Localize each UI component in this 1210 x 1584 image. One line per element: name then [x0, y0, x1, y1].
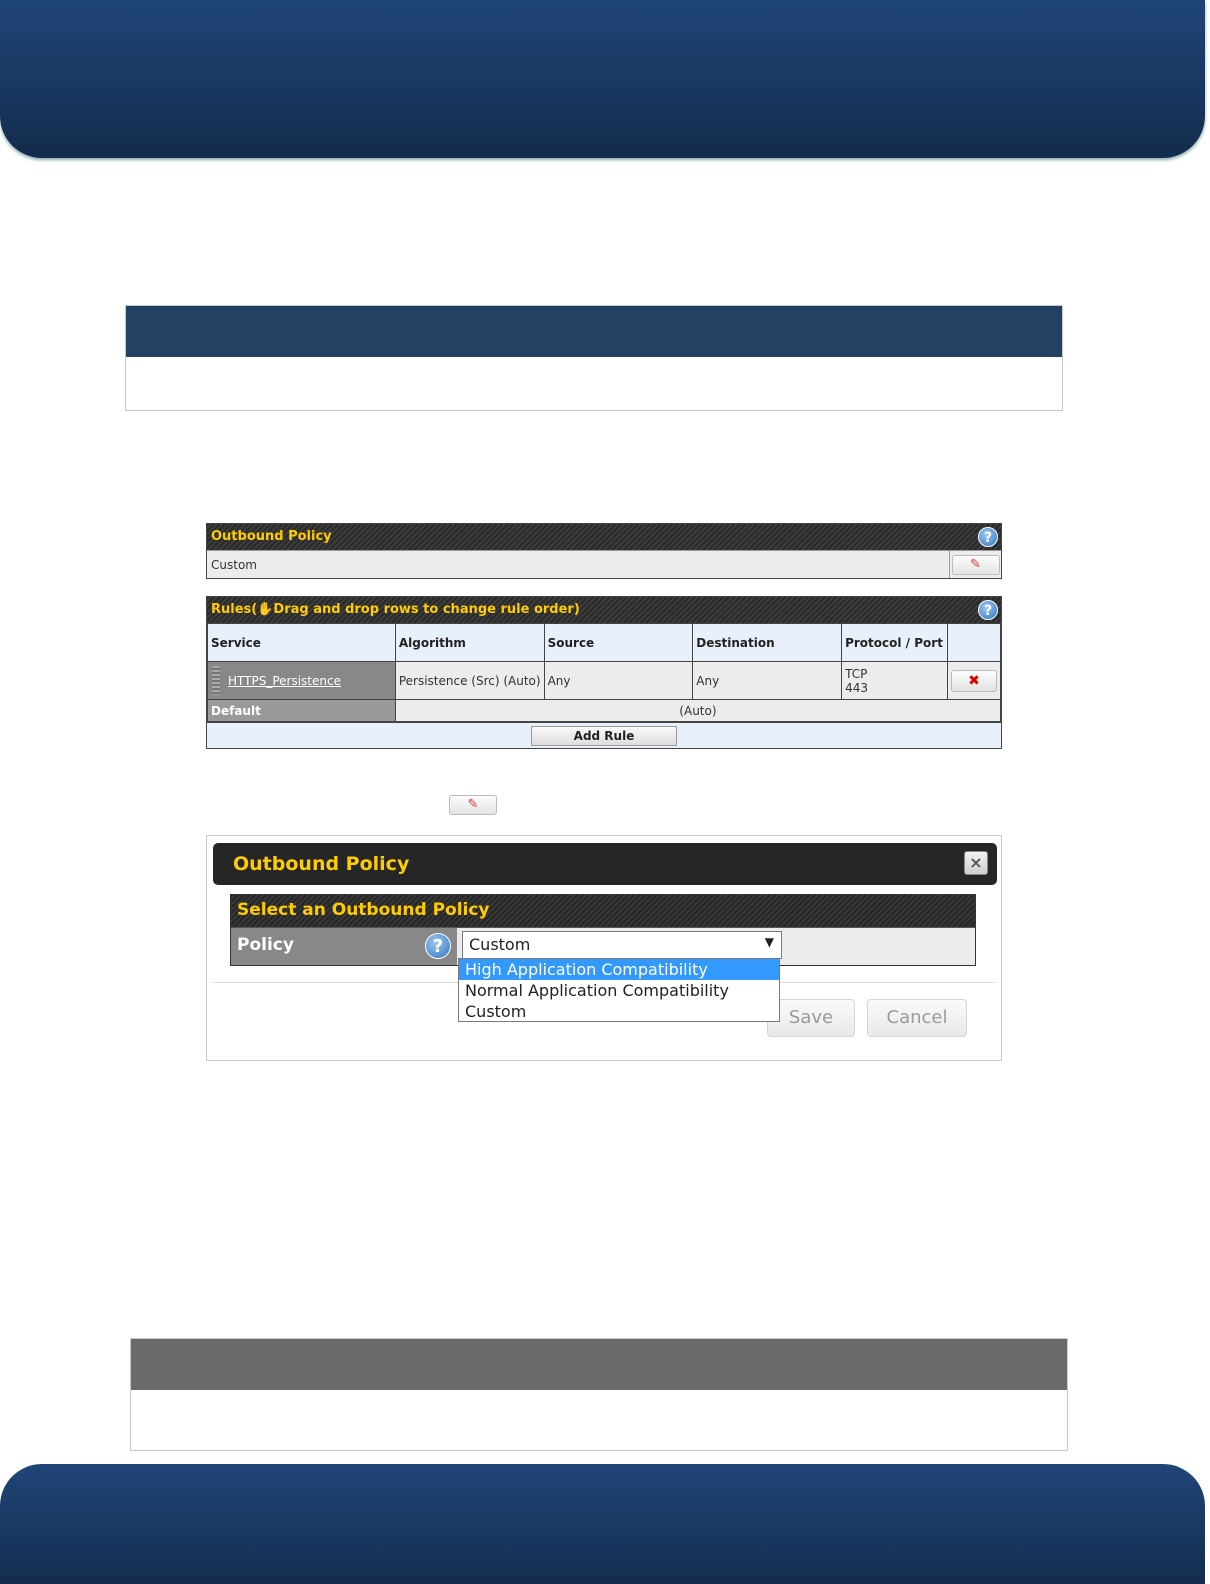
- callout-box-bottom: [130, 1338, 1068, 1451]
- callout-box-top: [125, 305, 1063, 411]
- help-icon[interactable]: ?: [978, 600, 998, 620]
- dialog-title: Outbound Policy ×: [213, 843, 997, 885]
- outbound-policy-dialog: [206, 835, 1002, 1061]
- close-icon[interactable]: ×: [964, 851, 988, 875]
- service-link[interactable]: HTTPS_Persistence: [228, 673, 341, 688]
- option-item[interactable]: Normal Application Compatibility: [465, 981, 729, 1000]
- help-icon[interactable]: ?: [978, 527, 998, 547]
- chevron-down-icon: ▼: [764, 935, 774, 949]
- cancel-button[interactable]: Cancel: [867, 999, 967, 1037]
- default-label: Default: [208, 700, 396, 722]
- add-rule-button[interactable]: Add Rule: [531, 726, 677, 746]
- col-destination: Destination: [693, 624, 842, 662]
- destination-cell: Any: [693, 662, 842, 700]
- rules-title: Rules: [211, 602, 252, 617]
- col-source: Source: [544, 624, 693, 662]
- help-icon[interactable]: ?: [425, 933, 451, 959]
- col-protocol-port: Protocol / Port: [842, 624, 948, 662]
- callout-header: [126, 306, 1062, 357]
- page-footer-banner: [0, 1464, 1205, 1584]
- outbound-policy-title: Outbound Policy: [211, 529, 332, 544]
- section-title: Select an Outbound Policy: [231, 895, 975, 927]
- edit-icon: ✎: [449, 795, 497, 815]
- rules-table: [207, 623, 1001, 722]
- source-cell: Any: [544, 662, 693, 700]
- rules-header: Rules(✋Drag and drop rows to change rule order) ?: [207, 597, 1001, 623]
- col-algorithm: Algorithm: [395, 624, 544, 662]
- rules-panel: [206, 596, 1002, 749]
- rules-hint: Drag and drop rows to change rule order): [273, 602, 580, 617]
- option-item[interactable]: High Application Compatibility: [459, 959, 779, 980]
- edit-icon[interactable]: ✎: [952, 555, 1000, 575]
- col-service: Service: [208, 624, 396, 662]
- table-row[interactable]: [208, 662, 1001, 700]
- delete-icon[interactable]: ✖: [951, 670, 997, 692]
- page-header-banner: [0, 0, 1205, 158]
- hand-drag-icon: ✋: [257, 602, 274, 617]
- outbound-policy-row: [207, 550, 1001, 578]
- callout-header: [131, 1339, 1067, 1390]
- outbound-policy-panel: [206, 523, 1002, 579]
- outbound-policy-value: Custom: [211, 557, 257, 572]
- save-button[interactable]: Save: [767, 999, 855, 1037]
- default-value: (Auto): [395, 700, 1000, 722]
- outbound-policy-header: [207, 524, 1001, 550]
- policy-select[interactable]: Custom ▼: [462, 931, 782, 959]
- policy-label: Policy: [237, 935, 294, 955]
- default-row: [208, 700, 1001, 722]
- option-item[interactable]: Custom: [465, 1002, 527, 1021]
- policy-dropdown: [458, 958, 780, 1022]
- algorithm-cell: Persistence (Src) (Auto): [395, 662, 544, 700]
- protocol-cell: TCP 443: [842, 662, 948, 700]
- select-policy-section: [230, 894, 976, 966]
- drag-handle[interactable]: [212, 666, 220, 695]
